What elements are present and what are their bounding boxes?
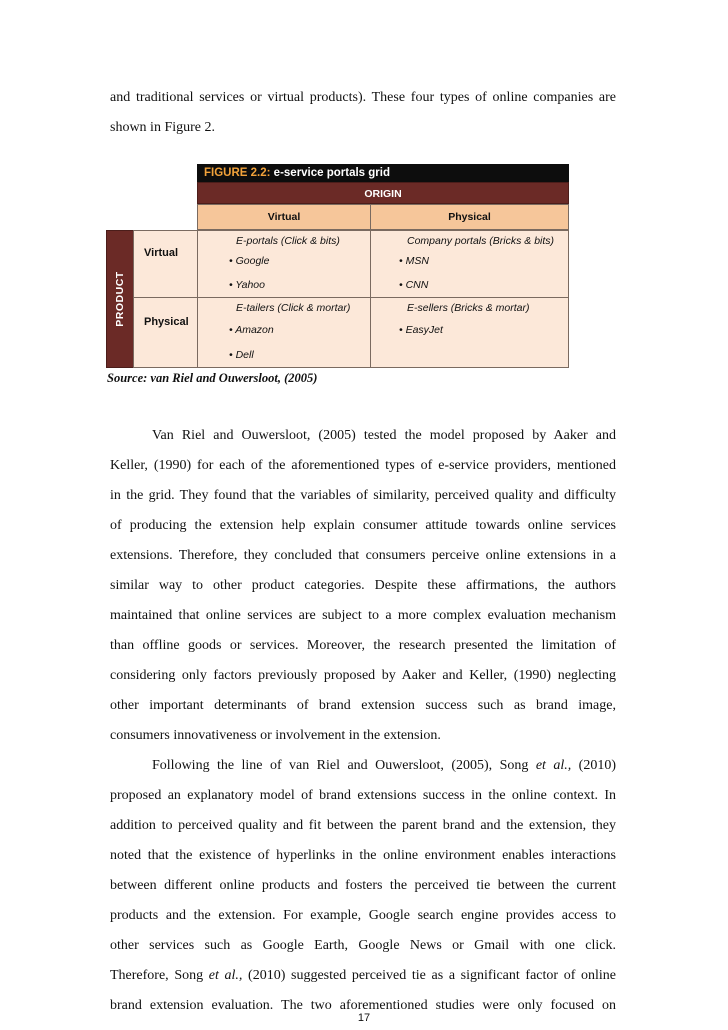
body-text-line: similar way to other product categories. Despite these affirmations, the authors [110, 578, 616, 593]
row-label-physical: Physical [144, 316, 189, 328]
text-run: Therefore, Song [110, 968, 209, 983]
column-header-physical: Physical [370, 204, 569, 230]
cell-title: E-sellers (Bricks & mortar) [407, 302, 530, 314]
body-text-line [110, 757, 616, 775]
text-run: (2010) suggested perceived tie as a significant factor of online [242, 968, 616, 983]
cell-title: E-tailers (Click & mortar) [236, 302, 351, 314]
figure-title [197, 164, 569, 182]
figure-source: Source: van Riel and Ouwersloot, (2005) [107, 371, 318, 385]
figure-title-text: e-service portals grid [273, 167, 390, 179]
body-text-line: extensions. Therefore, they concluded that consumers perceive online extensions in a [110, 548, 616, 563]
body-text-line: addition to perceived quality and fit between the parent brand and the extension, they [110, 818, 616, 833]
cell-item: • EasyJet [399, 324, 443, 336]
cell-virtual-physical [370, 230, 569, 298]
text-run-italic: et al., [535, 758, 572, 773]
body-text-line [110, 967, 616, 985]
origin-header: ORIGIN [197, 182, 569, 204]
body-text-line: maintained that online services are subject to a more complex evaluation mechanism [110, 608, 616, 623]
body-text-line: brand extension evaluation. The two aforementioned studies were only focused on [110, 998, 616, 1013]
row-label-cell-virtual [133, 230, 198, 298]
body-text-line: between different online products and fosters the perceived tie between the current [110, 878, 616, 893]
body-text-line: Keller, (1990) for each of the aforementioned types of e-service providers, mentioned [110, 458, 616, 473]
body-text-line: considering only factors previously proposed by Aaker and Keller, (1990) neglecting [110, 668, 616, 683]
body-text-line: products and the extension. For example, Google search engine provides access to [110, 908, 616, 923]
cell-item: • CNN [399, 279, 429, 291]
text-run-italic: et al., [208, 968, 243, 983]
row-label-cell-physical [133, 297, 198, 368]
cell-physical-physical [370, 297, 569, 368]
page-number: 17 [357, 1012, 371, 1024]
cell-item: • Google [229, 255, 270, 267]
column-header-virtual: Virtual [197, 204, 371, 230]
body-text-line: of producing the extension help explain consumer attitude towards online services [110, 518, 616, 533]
cell-title: E-portals (Click & bits) [236, 235, 340, 247]
cell-title: Company portals (Bricks & bits) [407, 235, 555, 247]
body-text-line: than offline goods or services. Moreover, the research presented the limitation of [110, 638, 616, 653]
text-run: Following the line of van Riel and Ouwersloot, (2005), Song [152, 758, 536, 773]
cell-physical-virtual [197, 297, 371, 368]
cell-virtual-virtual [197, 230, 371, 298]
cell-item: • Amazon [229, 324, 274, 336]
body-text-line: proposed an explanatory model of brand extensions success in the online context. In [110, 788, 616, 803]
figure-label: FIGURE 2.2: [204, 167, 271, 179]
cell-item: • MSN [399, 255, 429, 267]
body-text-line: consumers innovativeness or involvement in the extension. [110, 728, 441, 743]
product-axis [106, 230, 134, 368]
body-text-line: shown in Figure 2. [110, 120, 215, 135]
cell-item: • Yahoo [229, 279, 265, 291]
body-text-line: other services such as Google Earth, Google News or Gmail with one click. [110, 938, 616, 953]
text-run: (2010) [571, 758, 616, 773]
cell-item: • Dell [229, 349, 254, 361]
body-text-line: noted that the existence of hyperlinks in the online environment enables interactions [110, 848, 616, 863]
row-label-virtual: Virtual [144, 247, 179, 259]
body-text-line: in the grid. They found that the variables of similarity, perceived quality and difficulty [110, 488, 616, 503]
product-label: PRODUCT [114, 271, 126, 327]
body-text-line: other important determinants of brand extension success such as brand image, [110, 698, 616, 713]
body-text-line: Van Riel and Ouwersloot, (2005) tested the model proposed by Aaker and [152, 428, 616, 443]
body-text-line: and traditional services or virtual products). These four types of online companies are [110, 90, 616, 105]
